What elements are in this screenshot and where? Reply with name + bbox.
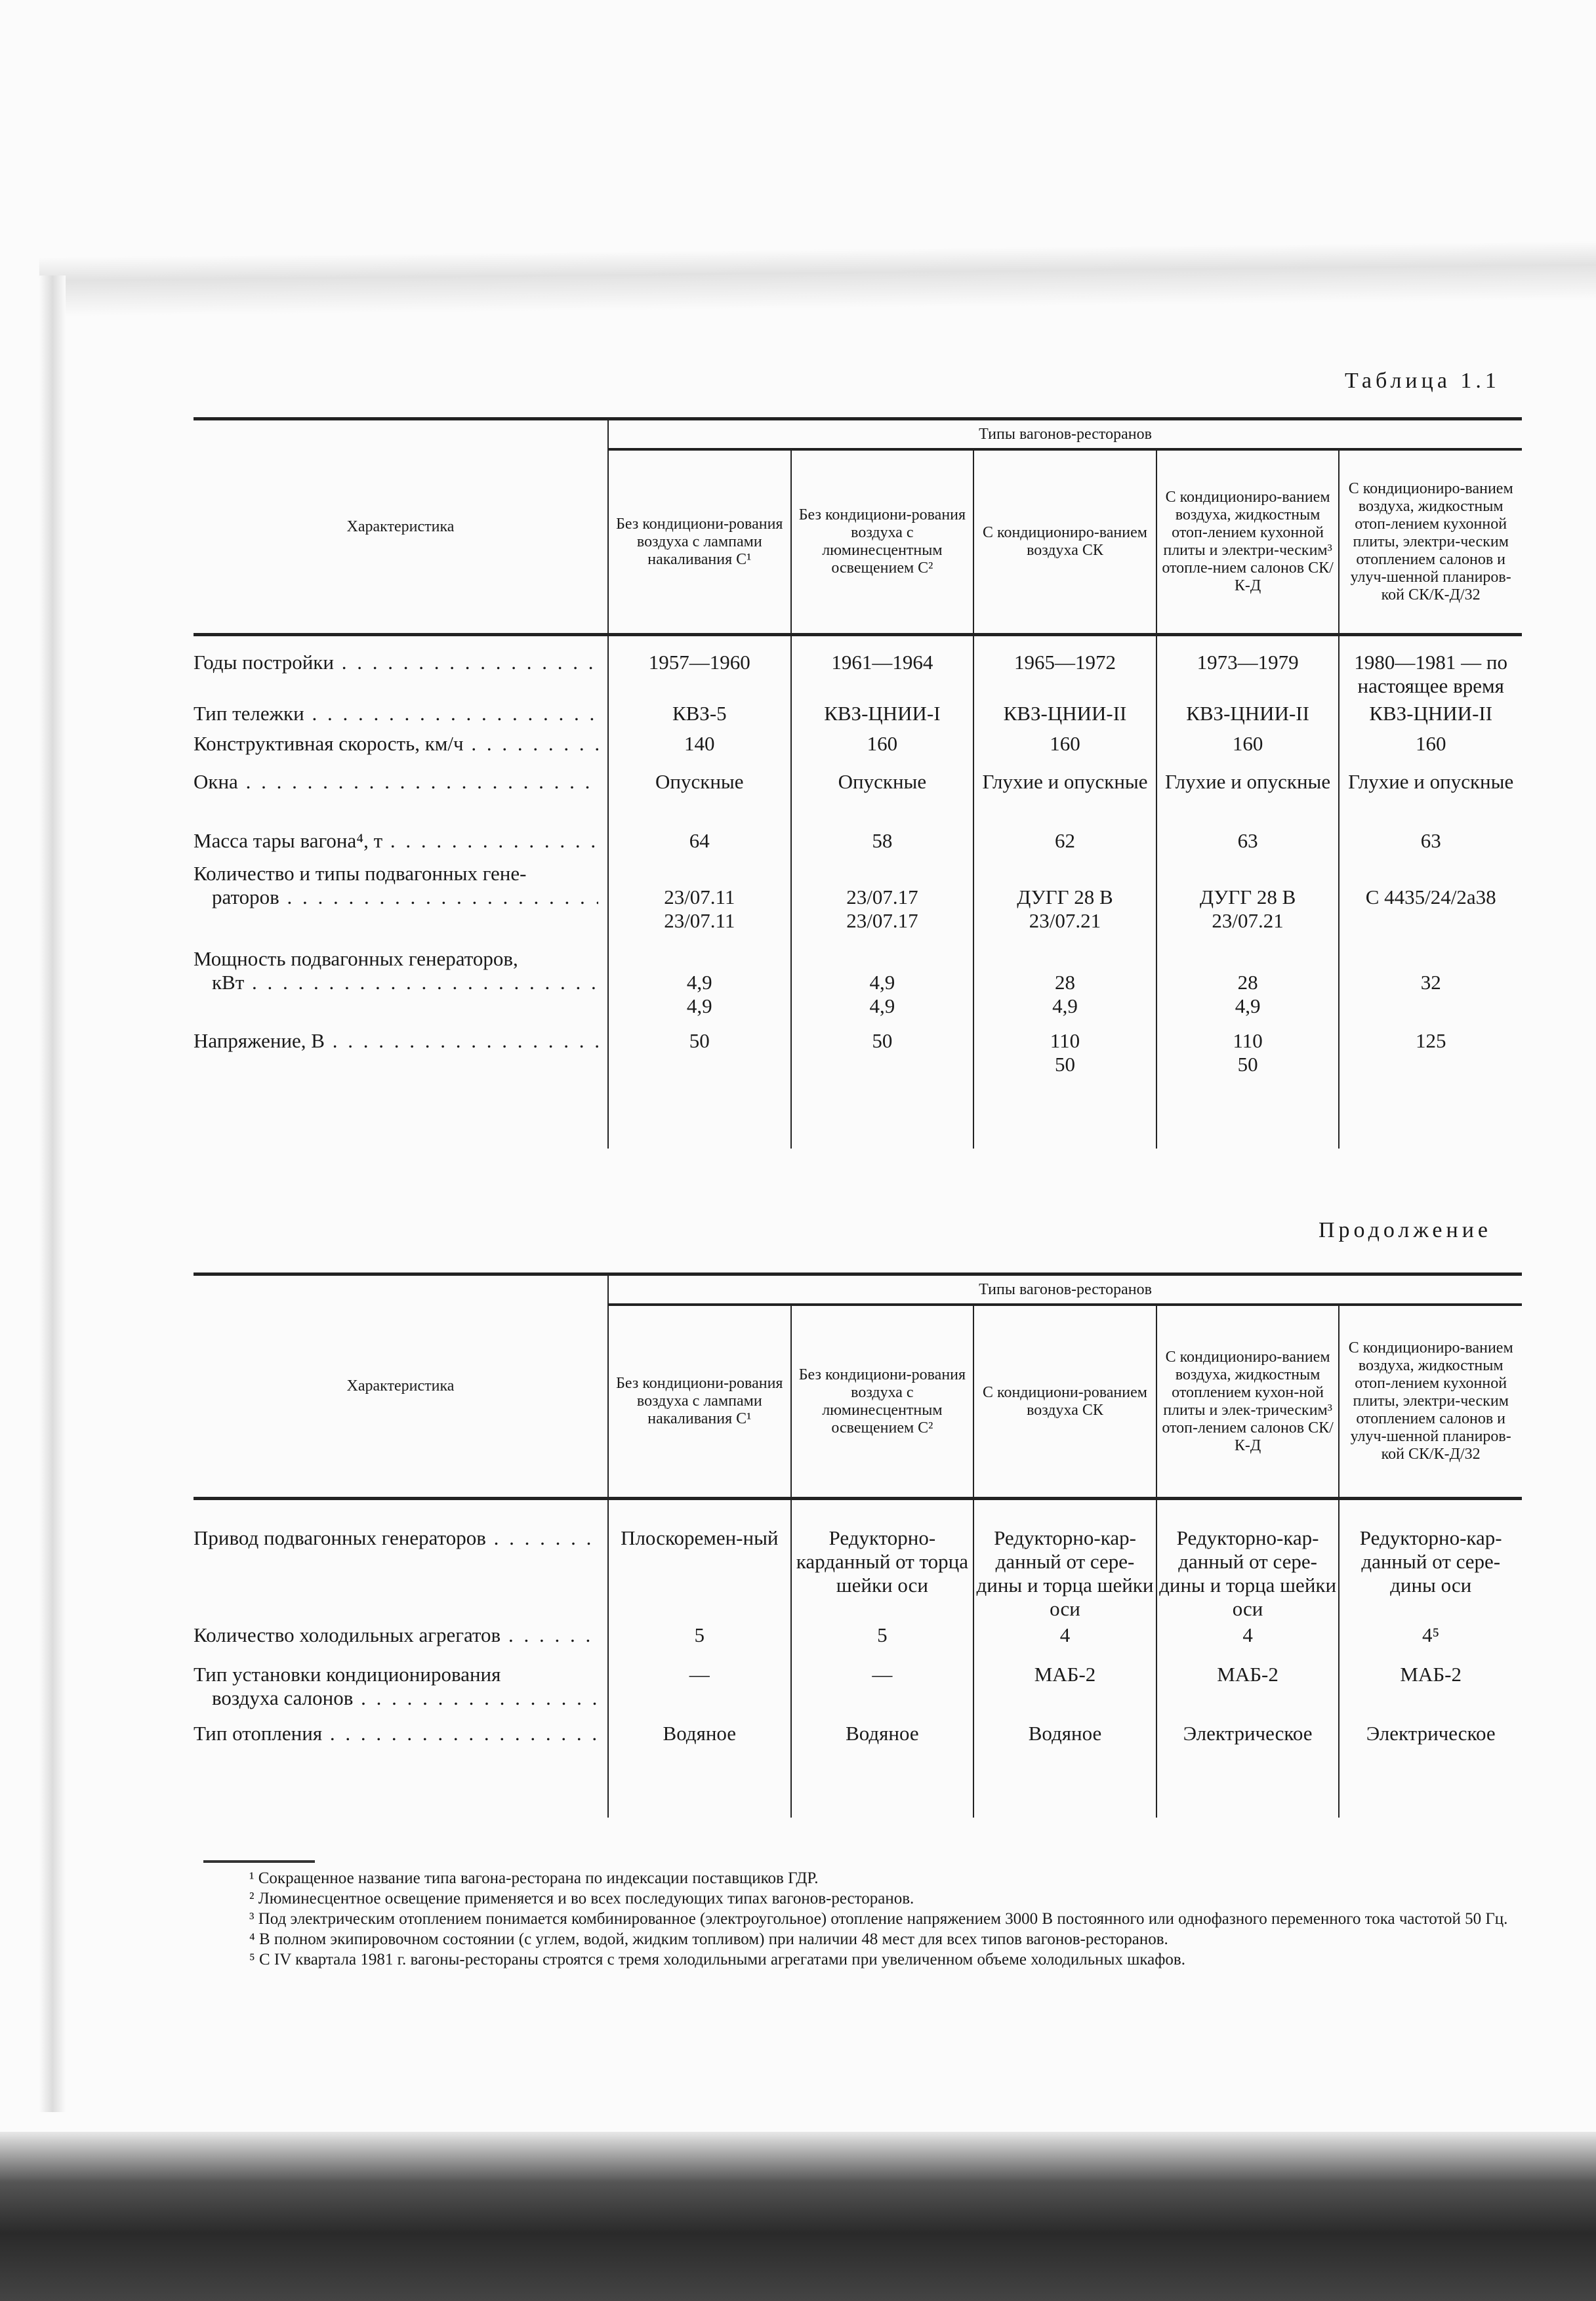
footnote: ³ Под электрическим отоплением понимается комбинированное (электроугольное) отопление напряжением 3000 В постоянного или однофазного переменного тока частотой 50 Гц.: [249, 1910, 1508, 1928]
cell-line: 23/07.11: [664, 909, 735, 932]
cell-line: 160: [1415, 732, 1446, 755]
table-row: [194, 1660, 1522, 1719]
footnote: ² Люминесцентное освещение применяется и во всех последующих типах вагонов-ресторанов.: [249, 1890, 914, 1907]
cell-line: Опускные: [655, 770, 744, 793]
table-row: [194, 729, 1522, 767]
cell-line: С 4435/24/2а38: [1365, 886, 1496, 908]
table-cell: Редукторно-кар-данный от сере-дины и торца шейки оси: [1156, 1499, 1340, 1621]
row-label-text: воздуха салонов . . .: [194, 1686, 598, 1710]
row-label-text: Мощность подвагонных генераторов,: [194, 947, 518, 970]
row-label-text: Тип отопления . . .: [194, 1722, 598, 1745]
table-cell: [1156, 698, 1340, 729]
table-cell: [1339, 945, 1522, 1027]
page-left-edge-shadow: [39, 275, 66, 2112]
scan-shadow-band: [0, 2132, 1596, 2301]
cell-line: ДУГГ 28 В: [1199, 886, 1296, 908]
table-cell: [973, 635, 1156, 699]
cell-line: КВЗ-ЦНИИ-II: [1003, 702, 1127, 725]
table-cell: [1339, 859, 1522, 945]
table-cell: —: [791, 1660, 974, 1719]
table-cell: Редукторно-кар-данный от сере-дины и торца шейки оси: [973, 1499, 1156, 1621]
table-cell: [791, 859, 974, 945]
column-header: С кондициониро-ванием воздуха, жидкостным отоп-лением кухонной плиты, электри-ческим отоплением салонов и улуч-шенной планиров-кой СК/К-Д/32: [1339, 449, 1522, 635]
row-label: [194, 729, 608, 767]
group-header: Типы вагонов-ресторанов: [608, 1274, 1522, 1305]
row-label-text: Количество и типы подвагонных гене-: [194, 862, 527, 885]
table-cell: Водяное: [791, 1719, 974, 1759]
row-label: [194, 635, 608, 699]
table-row: [194, 1027, 1522, 1076]
row-label-text: Тип установки кондиционирования: [194, 1663, 501, 1686]
cell-line: 23/07.21: [1212, 909, 1284, 932]
table-cell: [1339, 826, 1522, 859]
table-cell: Редукторно-карданный от торца шейки оси: [791, 1499, 974, 1621]
table-cell: [973, 698, 1156, 729]
table-row: [194, 945, 1522, 1027]
table-cell: [973, 859, 1156, 945]
table-cell: [973, 826, 1156, 859]
cell-line: 23/07.21: [1029, 909, 1101, 932]
table-cell: [1156, 635, 1340, 699]
table-cell: МАБ-2: [973, 1660, 1156, 1719]
cell-line: 160: [867, 732, 898, 755]
table-cell: —: [608, 1660, 791, 1719]
cell-line: 160: [1050, 732, 1080, 755]
cell-line: 4,9: [869, 994, 895, 1017]
table-cell: 5: [608, 1621, 791, 1660]
table-cell: МАБ-2: [1156, 1660, 1340, 1719]
table-cell: [791, 729, 974, 767]
table-cell: [1339, 698, 1522, 729]
table-cell: [1156, 729, 1340, 767]
row-label: [194, 767, 608, 826]
footnote: ⁴ В полном экипировочном состоянии (с углем, водой, жидким топливом) при наличии 48 мест для всех типов вагонов-ресторанов.: [249, 1930, 1168, 1948]
cell-line: 110: [1050, 1029, 1080, 1052]
column-header: С кондициониро-ванием воздуха, жидкостным отоплением кухон-ной плиты и элек-трическим³ отоп-лением салонов СК/К-Д: [1156, 1305, 1340, 1499]
characteristic-header: Характеристика: [194, 1274, 608, 1499]
table-cell: [791, 945, 974, 1027]
table-cell: [608, 945, 791, 1027]
table-cell: [1156, 826, 1340, 859]
cell-line: 63: [1420, 829, 1441, 852]
group-header: Типы вагонов-ресторанов: [608, 419, 1522, 450]
table-cell: [1339, 1027, 1522, 1076]
table-cell: [608, 729, 791, 767]
cell-line: ДУГГ 28 В: [1017, 886, 1113, 908]
table-row: [194, 1719, 1522, 1759]
cell-line: 160: [1232, 732, 1263, 755]
cell-line: 64: [689, 829, 710, 852]
cell-line: Глухие и опускные: [1165, 770, 1331, 793]
row-label-text: Напряжение, В . . .: [194, 1029, 598, 1053]
table-cell: 5: [791, 1621, 974, 1660]
cell-line: 4,9: [686, 994, 712, 1017]
row-label-text: раторов . . .: [194, 886, 598, 909]
cell-line: 63: [1237, 829, 1258, 852]
row-label: [194, 859, 608, 945]
table-row: [194, 635, 1522, 699]
cell-line: 28: [1237, 971, 1258, 994]
footnote: ¹ Сокращенное название типа вагона-ресторана по индексации поставщиков ГДР.: [249, 1869, 819, 1887]
table-cell: [608, 1027, 791, 1076]
table-row: [194, 1499, 1522, 1621]
column-header: Без кондициони-рования воздуха с люминесцентным освещением С²: [791, 1305, 974, 1499]
row-label-text: Масса тары вагона⁴, т . . .: [194, 829, 598, 853]
row-label-text: Тип тележки . . .: [194, 702, 598, 725]
table-cell: [608, 826, 791, 859]
table-2: [194, 1273, 1522, 1818]
table-caption: Таблица 1.1: [1345, 369, 1500, 393]
table-cell: [1339, 767, 1522, 826]
column-header: С кондициони-рованием воздуха СК: [973, 1305, 1156, 1499]
table-row: [194, 826, 1522, 859]
table-cell: [973, 1027, 1156, 1076]
cell-line: 4,9: [686, 971, 712, 994]
cell-line: 23/07.17: [846, 909, 918, 932]
table-cell: Редукторно-кар-данный от сере-дины оси: [1339, 1499, 1522, 1621]
cell-line: КВЗ-5: [672, 702, 727, 725]
table-row: [194, 1621, 1522, 1660]
column-header: С кондициониро-ванием воздуха СК: [973, 449, 1156, 635]
cell-line: 50: [872, 1029, 893, 1052]
row-label: [194, 826, 608, 859]
row-label: [194, 1719, 608, 1759]
table-cell: [791, 698, 974, 729]
row-label: [194, 1621, 608, 1660]
cell-line: 125: [1415, 1029, 1446, 1052]
cell-line: 1957—1960: [648, 651, 750, 674]
table-cell: [1156, 859, 1340, 945]
row-label-text: Годы постройки . . .: [194, 651, 598, 674]
table-cell: [608, 767, 791, 826]
cell-line: 1965—1972: [1013, 651, 1116, 674]
table-cell: [973, 767, 1156, 826]
cell-line: КВЗ-ЦНИИ-I: [824, 702, 941, 725]
cell-line: 23/07.17: [846, 886, 918, 908]
table-cell: Водяное: [973, 1719, 1156, 1759]
footnote-divider: [203, 1860, 315, 1863]
table-cell: [608, 698, 791, 729]
column-header: С кондициониро-ванием воздуха, жидкостным отоп-лением кухонной плиты и электри-ческим³ отопле-нием салонов СК/К-Д: [1156, 449, 1340, 635]
row-label: [194, 1027, 608, 1076]
cell-line: 32: [1420, 971, 1441, 994]
cell-line: 4,9: [1052, 994, 1078, 1017]
row-label-text: Привод подвагонных генераторов . . .: [194, 1526, 598, 1550]
page-edge-shadow: [39, 241, 1596, 317]
table-cell: Электрическое: [1156, 1719, 1340, 1759]
table-row: [194, 767, 1522, 826]
table-cell: [791, 826, 974, 859]
row-label-text: кВт . . .: [194, 971, 598, 994]
cell-line: 4,9: [869, 971, 895, 994]
row-label-text: Окна . . .: [194, 770, 598, 794]
cell-line: 4,9: [1235, 994, 1261, 1017]
table-row: [194, 859, 1522, 945]
table-cell: [791, 635, 974, 699]
cell-line: 58: [872, 829, 893, 852]
column-header: Без кондициони-рования воздуха с лампами накаливания С¹: [608, 1305, 791, 1499]
column-header: Без кондициони-рования воздуха с люминесцентным освещением С²: [791, 449, 974, 635]
column-header: С кондициониро-ванием воздуха, жидкостным отоп-лением кухонной плиты, электри-ческим отоплением салонов и улуч-шенной планиров-кой СК/К-Д/32: [1339, 1305, 1522, 1499]
cell-line: 1980—1981 — по настоящее время: [1354, 651, 1507, 697]
row-label: [194, 1499, 608, 1621]
cell-line: 140: [684, 732, 715, 755]
table-cell: [1156, 767, 1340, 826]
row-label-text: Количество холодильных агрегатов . . .: [194, 1623, 598, 1647]
table-cell: Плоскоремен-ный: [608, 1499, 791, 1621]
cell-line: КВЗ-ЦНИИ-II: [1186, 702, 1309, 725]
table-cell: Водяное: [608, 1719, 791, 1759]
table-1: [194, 417, 1522, 1149]
cell-line: КВЗ-ЦНИИ-II: [1369, 702, 1493, 725]
row-label-text: Конструктивная скорость, км/ч . . .: [194, 732, 598, 756]
cell-line: 50: [689, 1029, 710, 1052]
cell-line: Опускные: [838, 770, 927, 793]
cell-line: 62: [1054, 829, 1075, 852]
continuation-caption: Продолжение: [1319, 1218, 1492, 1242]
table-cell: [1156, 945, 1340, 1027]
table-cell: [1156, 1027, 1340, 1076]
table-cell: [1339, 635, 1522, 699]
table-cell: [608, 859, 791, 945]
cell-line: 1973—1979: [1197, 651, 1299, 674]
cell-line: 1961—1964: [831, 651, 933, 674]
cell-line: Глухие и опускные: [982, 770, 1148, 793]
table-cell: [791, 1027, 974, 1076]
row-label: [194, 945, 608, 1027]
table-row: [194, 698, 1522, 729]
cell-line: 28: [1054, 971, 1075, 994]
table-cell: [973, 729, 1156, 767]
row-label: [194, 698, 608, 729]
cell-line: 50: [1054, 1053, 1075, 1076]
table-cell: [1339, 729, 1522, 767]
footnote: ⁵ С IV квартала 1981 г. вагоны-рестораны строятся с тремя холодильными агрегатами при увеличенном объеме холодильных шкафов.: [249, 1951, 1185, 1968]
table-cell: 4: [1156, 1621, 1340, 1660]
table-cell: Электрическое: [1339, 1719, 1522, 1759]
cell-line: 50: [1237, 1053, 1258, 1076]
row-label: [194, 1660, 608, 1719]
characteristic-header: Характеристика: [194, 419, 608, 635]
cell-line: Глухие и опускные: [1348, 770, 1514, 793]
table-cell: МАБ-2: [1339, 1660, 1522, 1719]
table-cell: [973, 945, 1156, 1027]
cell-line: 23/07.11: [664, 886, 735, 908]
cell-line: 110: [1233, 1029, 1263, 1052]
footnotes: [203, 1868, 1522, 1970]
column-header: Без кондициони-рования воздуха с лампами накаливания С¹: [608, 449, 791, 635]
table-cell: [608, 635, 791, 699]
table-cell: 4: [973, 1621, 1156, 1660]
table-cell: [791, 767, 974, 826]
table-cell: 4⁵: [1339, 1621, 1522, 1660]
